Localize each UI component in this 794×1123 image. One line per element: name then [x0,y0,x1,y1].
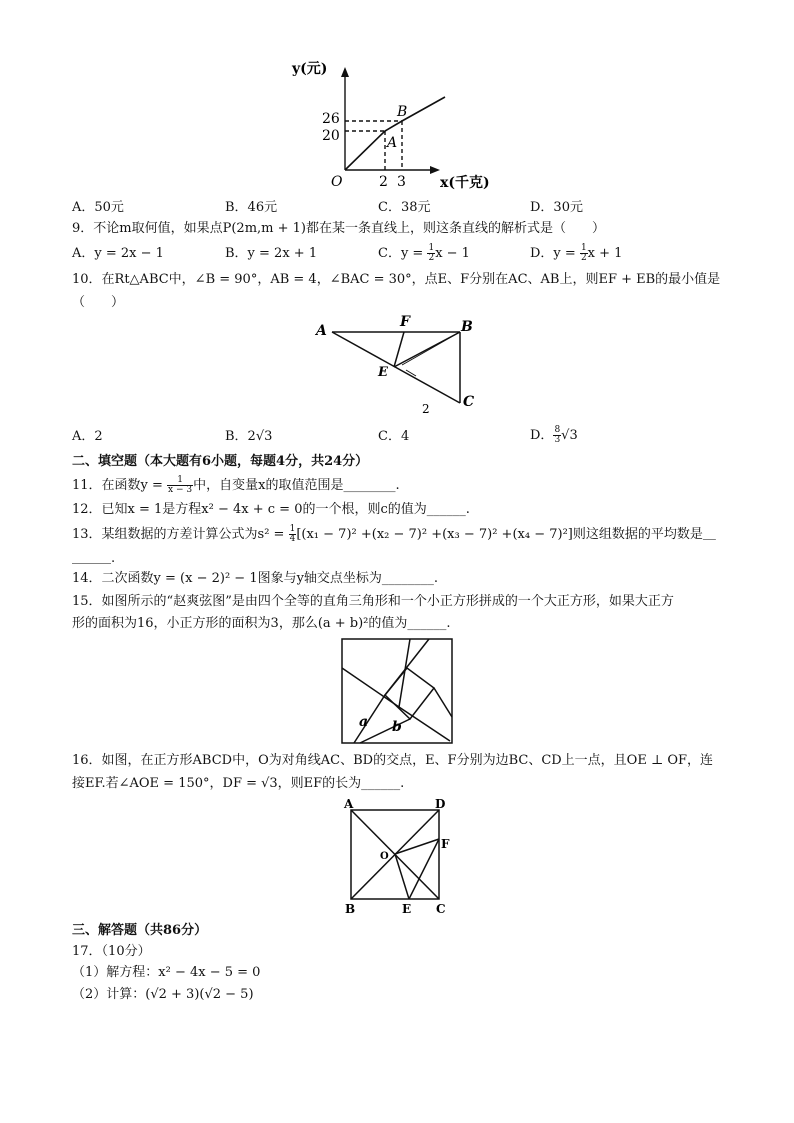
label-f: F [441,837,450,851]
tick-26: 26 [322,111,340,127]
label-a: A [316,323,327,339]
q11-fraction [167,476,193,495]
q16-line1: 16．如图，在正方形ABCD中，O为对角线AC、BD的交点，E、F分别为边BC、CD上一点，且OE ⊥ OF，连 [72,753,713,768]
q10-stem-line1: 10．在Rt△ABC中，∠B = 90°，AB = 4，∠BAC = 30°，点E、F分别在AC、AB上，则EF + EB的最小值是 [72,272,721,287]
q8-option-b: B．46元 [225,200,278,215]
q9-d-suffix: x + 1 [587,246,623,261]
q8-option-a: A．50元 [72,200,124,215]
q10-option-b: B．2√3 [225,429,273,444]
label-d: D [435,797,446,811]
q11-den: x − 3 [168,485,193,495]
triangle-edge-4 [434,688,452,717]
label-f: F [400,314,410,330]
origin-label: O [331,174,343,190]
q16-line2: 接EF.若∠AOE = 150°，DF = √3，则EF的长为______. [72,776,405,791]
q8-option-c: C．38元 [378,200,431,215]
y-axis-label: y(元) [292,61,328,77]
triangle-edge-2 [399,639,410,707]
section-two-heading: 二、填空题（本大题有6小题，每题4分，共24分） [72,454,369,469]
q9-c-num: 1 [428,243,435,253]
q9-d-den: 2 [580,253,587,263]
label-a: a [359,714,369,730]
q9-d-num: 1 [580,243,587,253]
graph-line [345,97,445,170]
q8-graph [270,55,530,195]
q14: 14．二次函数y = (x − 2)² − 1图象与y轴交点坐标为________. [72,571,439,586]
label-b: B [461,319,473,335]
q11-prefix: 11．在函数y = [72,478,168,493]
q11-num: 1 [167,476,193,486]
q11-suffix: 中，自变量x的取值范围是________. [193,478,400,493]
label-o: O [380,851,389,862]
q9-c-prefix: C．y = [378,246,428,261]
q10-figure [310,310,510,420]
q13-num: 1 [289,524,296,534]
inner-square [385,668,434,719]
label-b: b [392,719,402,735]
label-e: E [402,902,412,916]
q16-figure [336,795,466,920]
q13-suffix: [(x₁ − 7)² +(x₂ − 7)² +(x₃ − 7)² +(x₄ − 7)²]则这组数据的平均数是＿ [296,527,716,542]
q10-option-c: C．4 [378,429,410,444]
q15-line2: 形的面积为16，小正方形的面积为3，那么(a + b)²的值为______. [72,616,451,631]
tick-2: 2 [379,174,388,190]
q13-den: 4 [289,534,296,544]
label-c: C [463,394,475,410]
q13-prefix: 13．某组数据的方差计算公式为s² = [72,527,289,542]
label-a: A [344,797,354,811]
label-two: 2 [422,402,430,416]
label-c: C [436,902,446,916]
q9-stem: 9．不论m取何值，如果点P(2m,m + 1)都在某一条直线上，则这条直线的解析式是（ ） [72,221,605,236]
q17-heading: 17．（10分） [72,944,151,959]
q9-option-a: A．y = 2x − 1 [72,246,164,261]
q9-d-prefix: D．y = [530,246,580,261]
tick-3: 3 [397,174,406,190]
q9-c-den: 2 [428,253,435,263]
q15-line1: 15．如图所示的“赵爽弦图”是由四个全等的直角三角形和一个小正方形拼成的一个大正方形，如果大正方 [72,594,674,609]
q10-d-num: 8 [554,425,561,435]
section-three-heading: 三、解答题（共86分） [72,923,208,938]
zhao-shuang-figure [340,637,455,747]
perp-b [402,332,460,365]
q9-option-c [378,244,470,263]
q10-d-prefix: D． [530,428,554,443]
label-e: E [378,365,388,380]
point-b-label: B [397,104,408,120]
q10-d-den: 3 [554,435,561,445]
q17-part1: （1）解方程：x² − 4x − 5 = 0 [72,965,261,980]
q12: 12．已知x = 1是方程x² − 4x + c = 0的一个根，则c的值为______. [72,502,470,517]
label-b: B [345,902,356,916]
q17-part2: （2）计算：(√2 + 3)(√2 − 5) [72,987,254,1002]
x-axis-label: x(千克) [440,175,490,191]
q13 [72,525,716,544]
q10-option-a: A．2 [72,429,103,444]
point-a-label: A [387,135,398,151]
q13-line2: ＿＿＿. [72,551,116,566]
tick-20: 20 [322,128,340,144]
y-axis-arrow [341,67,349,77]
q9-d-fraction [580,244,588,263]
q8-option-d: D．30元 [530,200,583,215]
q10-option-d [530,426,578,445]
q9-c-suffix: x − 1 [435,246,470,261]
q11 [72,476,400,495]
q10-d-fraction [553,426,561,445]
q9-option-d [530,244,622,263]
x-axis-arrow [430,166,440,174]
q10-stem-line2: （ ） [72,295,125,310]
q9-option-b: B．y = 2x + 1 [225,246,318,261]
q10-d-suffix: √3 [561,428,578,443]
